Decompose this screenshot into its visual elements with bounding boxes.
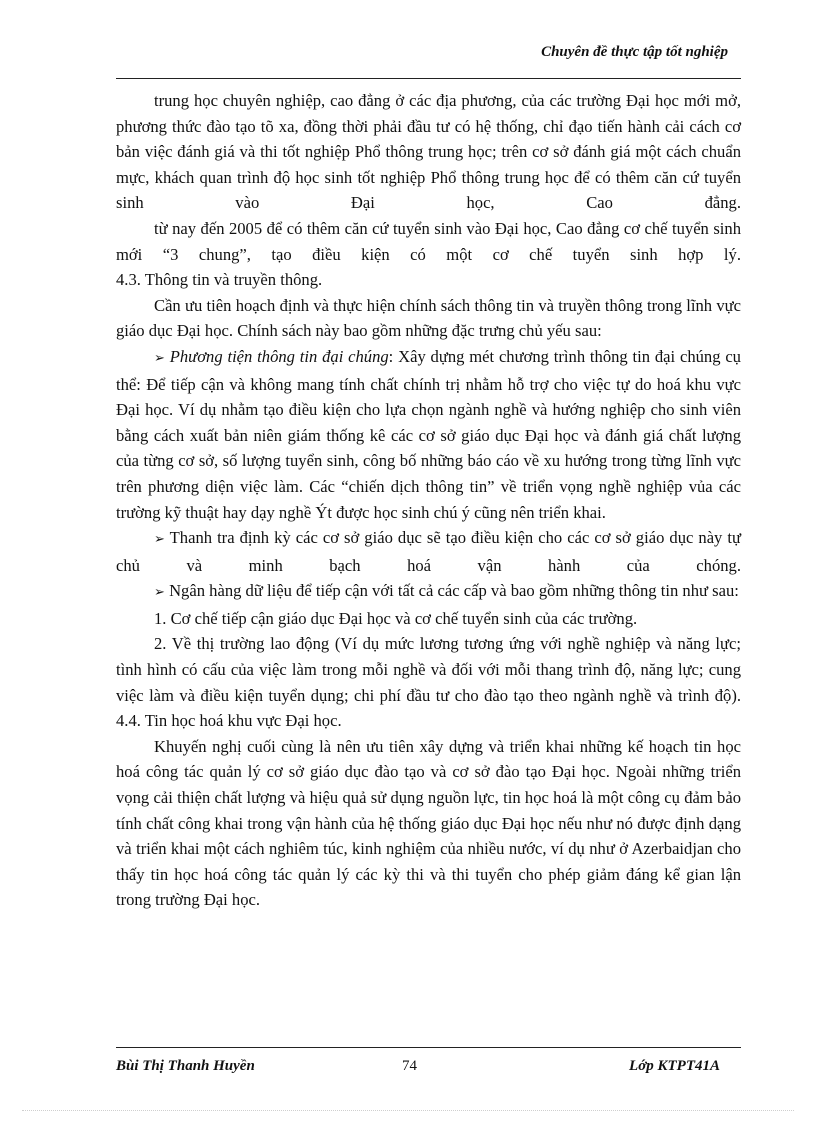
numbered-item-1: 1. Cơ chế tiếp cận giáo dục Đại học và cơ chế tuyển sinh của các trường. bbox=[154, 608, 638, 628]
page-content bbox=[116, 88, 741, 913]
section-heading-4-3: 4.3. Thông tin và truyền thông. bbox=[116, 270, 323, 290]
arrow-bullet-icon: ➢ bbox=[154, 350, 165, 366]
paragraph-3: Cần ưu tiên hoạch định và thực hiện chính sách thông tin và truyền thông trong lĩnh vực giáo dục Đại học. Chính sách này bao gồm những đặc trưng chủ yếu sau: bbox=[116, 295, 741, 341]
paragraph-4: Khuyến nghị cuối cùng là nên ưu tiên xây dựng và triển khai những kế hoạch tin học hoá công tác quản lý cơ sở giáo dục đào tạo và cơ sở đào tạo Đại học. Ngoài những triển vọng cải thiện chất lượng và hiệu quả sử dụng nguồn lực, tin học hoá là một công cụ đảm bảo tính chất công khai trong vận hành của hệ thống giáo dục Đại học nếu như nó được định dạng và triển khai một cách nghiêm túc, kinh nghiệm của nhiều nước, ví dụ như ở Azerbaidjan cho thấy tin học hoá công tác quản lý các kỳ thi và thi tuyển cho phép giảm đáng kể gian lận trong trường Đại học. bbox=[116, 736, 741, 910]
page-number: 74 bbox=[402, 1058, 417, 1074]
footer-divider bbox=[116, 1047, 741, 1048]
bullet-item-inspection bbox=[116, 525, 741, 578]
header-title: Chuyên đề thực tập tốt nghiệp bbox=[541, 44, 728, 60]
bullet-item-mass-media bbox=[116, 344, 741, 525]
page-edge-divider bbox=[22, 1110, 794, 1111]
section-heading-4-4: 4.4. Tin học hoá khu vực Đại học. bbox=[116, 711, 342, 731]
bullet-item-data-bank bbox=[116, 578, 741, 606]
numbered-item-2: 2. Về thị trường lao động (Ví dụ mức lương tương ứng với nghề nghiệp và năng lực; tình hình có cấu của việc làm trong mỗi nghề và đối với mỗi thang trình độ, năng lực; cung việc làm và điều kiện tuyển dụng; chi phí đầu tư cho đào tạo theo ngành nghề và trình độ). bbox=[116, 634, 741, 705]
footer-class: Lớp KTPT41A bbox=[629, 1058, 720, 1074]
paragraph-1: trung học chuyên nghiệp, cao đẳng ở các địa phương, của các trường Đại học mới mở, phương thức đào tạo tõ xa, đồng thời phải đầu tư có hệ thống, chỉ đạo tiến hành cải cách cơ bản việc đánh giá và thi tốt nghiệp Phổ thông trung học; trên cơ sở đánh giá một cách chuẩn mực, khách quan trình độ học sinh tốt nghiệp Phổ thông trung học để có thêm căn cứ tuyển sinh vào Đại học, Cao đẳng. bbox=[116, 91, 741, 213]
bullet-text: : Xây dựng mét chương trình thông tin đại chúng cụ thể: Để tiếp cận và không mang tính chất chính trị nhằm hỗ trợ cho việc tự do hoá khu vực Đại học. Ví dụ nhằm tạo điều kiện cho lựa chọn ngành nghề và hướng nghiệp cho sinh viên bằng cách xuất bản niên giám thống kê các cơ sở giáo dục Đại học và đánh giá chất lượng của từng cơ sở, số lượng tuyển sinh, công bố những báo cáo về xu hướng trong từng lĩnh vực trên phương diện việc làm. Các “chiến dịch thông tin” về triển vọng nghề nghiệp vủa các trường kỹ thuật hay dạy nghề Ýt được học sinh chú ý cũng nên triển khai. bbox=[116, 346, 741, 522]
footer-author: Bùi Thị Thanh Huyền bbox=[116, 1058, 255, 1074]
paragraph-2: từ nay đến 2005 để có thêm căn cứ tuyển sinh vào Đại học, Cao đẳng cơ chế tuyển sinh mới “3 chung”, tạo điều kiện có một cơ chế tuyển sinh hợp lý. bbox=[116, 218, 741, 264]
bullet-text: Ngân hàng dữ liệu để tiếp cận với tất cả các cấp và bao gồm những thông tin như sau: bbox=[169, 581, 739, 601]
header-divider bbox=[116, 78, 741, 79]
arrow-bullet-icon: ➢ bbox=[154, 532, 165, 548]
bullet-text: Thanh tra định kỳ các cơ sở giáo dục sẽ tạo điều kiện cho các cơ sở giáo dục này tự chủ và minh bạch hoá vận hành của chóng. bbox=[116, 528, 741, 575]
arrow-bullet-icon: ➢ bbox=[154, 585, 165, 601]
bullet-label: Phương tiện thông tin đại chúng bbox=[169, 346, 389, 366]
